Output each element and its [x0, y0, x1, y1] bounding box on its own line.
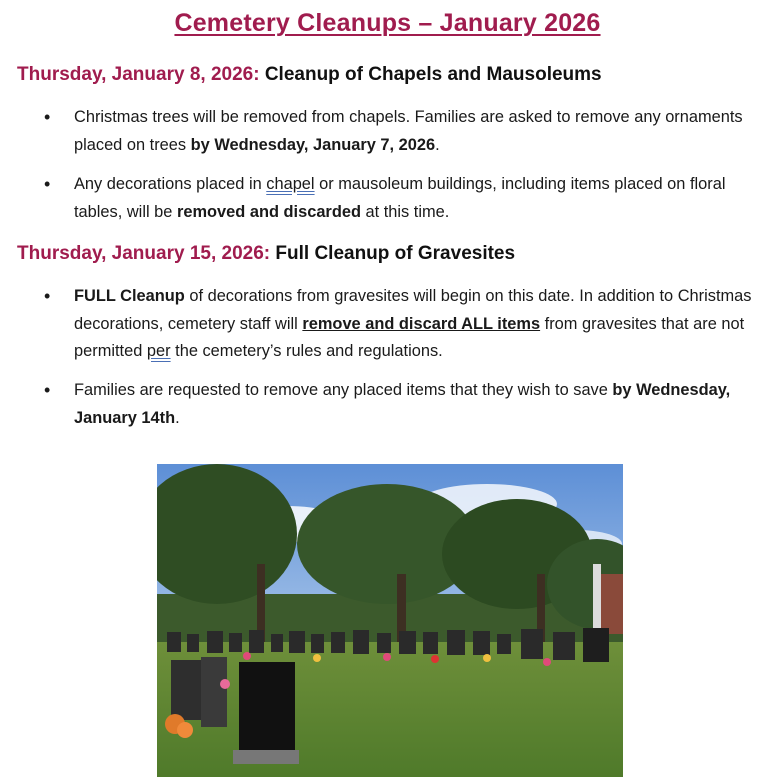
bullet-text: Christmas trees will be removed from chapels. Families are asked to remove any ornaments placed on trees [74, 108, 743, 154]
bullet-bold-text: FULL Cleanup [74, 287, 185, 305]
list-item [44, 104, 764, 159]
section-date: Thursday, January 8, 2026: [17, 64, 260, 85]
list-item [44, 283, 764, 366]
section-heading-gravesites [17, 243, 515, 265]
bullet-icon: • [44, 380, 51, 400]
bullet-text: Any decorations placed in [74, 175, 267, 193]
bullet-text: Families are requested to remove any placed items that they wish to save [74, 381, 613, 399]
section-topic: Cleanup of Chapels and Mausoleums [264, 64, 602, 85]
bullet-icon: • [44, 107, 51, 127]
list-item [44, 171, 764, 226]
bullet-bold-text: by Wednesday, January 14th [74, 381, 731, 427]
bullet-text: at this time. [360, 202, 450, 221]
page-title: Cemetery Cleanups – January 2026 [174, 9, 601, 37]
bullet-bold-text: by Wednesday, January 7, 2026 [190, 135, 436, 154]
bullet-bold-text: removed and discarded [176, 202, 361, 221]
cemetery-photo-image [157, 464, 623, 777]
section-date: Thursday, January 15, 2026: [17, 243, 271, 264]
bullet-text: . [435, 135, 440, 154]
bullet-bold-underlined-text: remove and discard ALL items [302, 314, 541, 333]
section-topic: Full Cleanup of Gravesites [275, 243, 516, 264]
bullet-icon: • [44, 174, 51, 194]
list-item [44, 377, 764, 432]
bullet-text: from gravesites that are not permitted [74, 314, 745, 360]
section-heading-chapels [17, 64, 602, 86]
cemetery-photo [157, 464, 623, 777]
bullet-icon: • [44, 286, 51, 306]
flagged-word[interactable]: per [146, 342, 171, 360]
bullet-text: or mausoleum buildings, including items placed on floral tables, will be [74, 175, 726, 221]
bullet-text: the cemetery’s rules and regulations. [170, 342, 443, 360]
bullet-text: of decorations from gravesites will begin on this date. In addition to Christmas decorations, cemetery staff will [74, 287, 752, 333]
bullet-text: . [175, 408, 180, 427]
flagged-word[interactable]: chapel [266, 175, 315, 193]
